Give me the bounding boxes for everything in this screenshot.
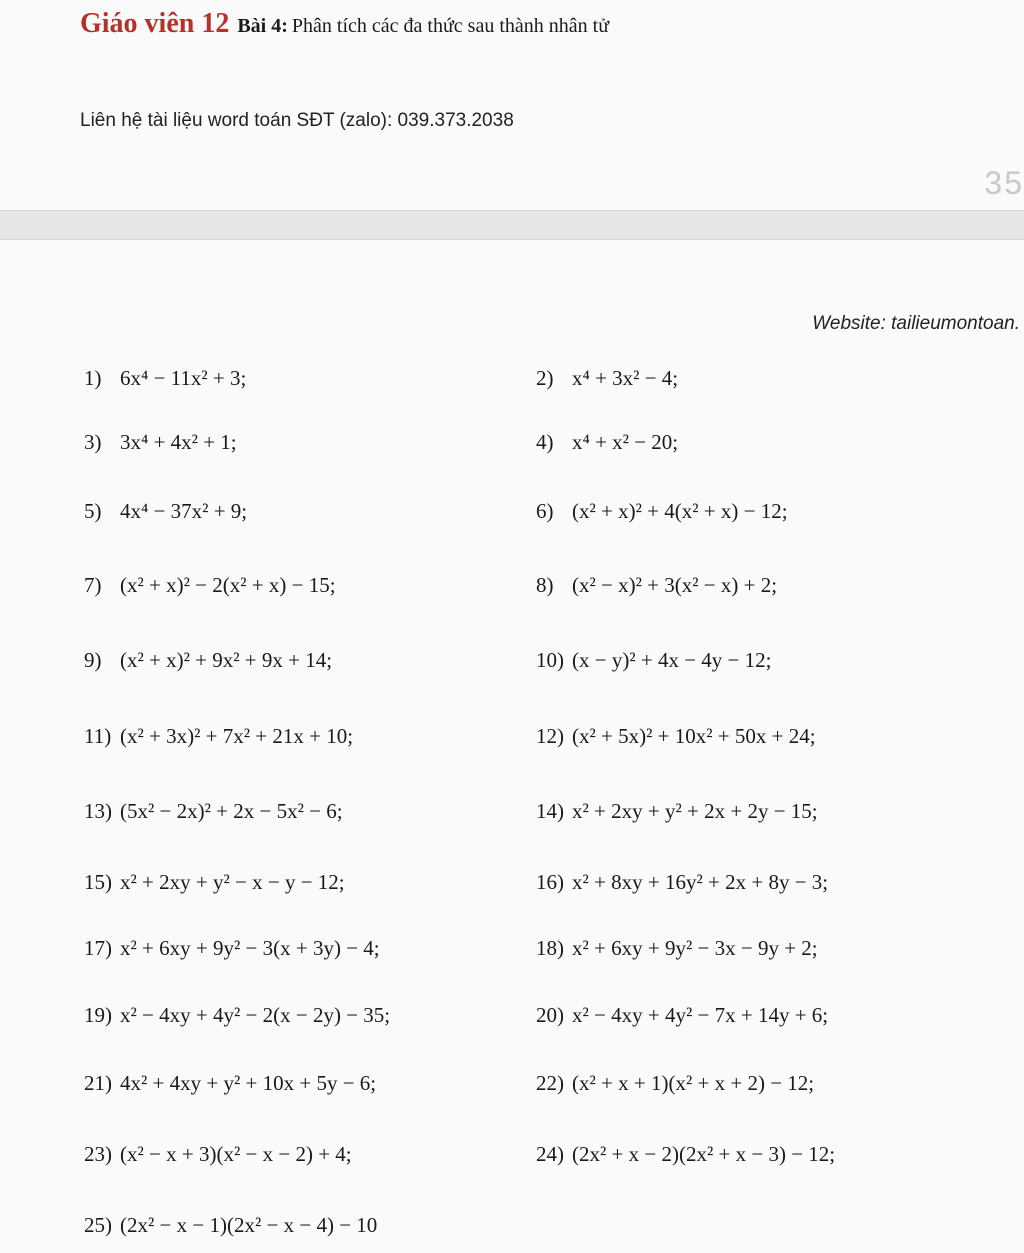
exercise-label: Bài 4: [237,15,288,37]
problem-expression: 4x⁴ − 37x² + 9; [120,499,248,523]
problem-expression: (x² + 5x)² + 10x² + 50x + 24; [572,724,816,748]
problem-expression: x² + 8xy + 16y² + 2x + 8y − 3; [572,870,829,894]
problem-expression: (2x² − x − 1)(2x² − x − 4) − 10 [120,1213,378,1237]
problem-number: 19) [84,1003,112,1027]
problem-expression: x² + 6xy + 9y² − 3(x + 3y) − 4; [120,936,380,960]
problem-expression: (x² + x)² + 9x² + 9x + 14; [120,648,333,672]
problem-item [84,428,237,456]
problem-expression: (x² + x)² + 4(x² + x) − 12; [572,499,788,523]
problem-item [536,1001,828,1029]
problem-item [536,797,818,825]
problem-expression: (x − y)² + 4x − 4y − 12; [572,648,772,672]
problem-expression: (x² − x + 3)(x² − x − 2) + 4; [120,1142,352,1166]
problem-item [84,646,332,674]
problem-expression: (x² − x)² + 3(x² − x) + 2; [572,573,778,597]
problem-number: 14) [536,799,564,823]
problem-number: 23) [84,1142,112,1166]
problem-number: 2) [536,366,554,390]
problem-number: 24) [536,1142,564,1166]
problem-number: 12) [536,724,564,748]
problem-expression: (x² + 3x)² + 7x² + 21x + 10; [120,724,354,748]
problem-number: 20) [536,1003,564,1027]
problem-expression: x² − 4xy + 4y² − 7x + 14y + 6; [572,1003,829,1027]
problem-expression: x⁴ + x² − 20; [572,430,679,454]
problem-number: 4) [536,430,554,454]
teacher-label: Giáo viên 12 [80,8,230,39]
problem-number: 8) [536,573,554,597]
problem-item [84,364,246,392]
problem-expression: x⁴ + 3x² − 4; [572,366,679,390]
problem-expression: x² − 4xy + 4y² − 2(x − 2y) − 35; [120,1003,391,1027]
problem-item [536,571,777,599]
problem-number: 5) [84,499,102,523]
problem-expression: x² + 2xy + y² − x − y − 12; [120,870,345,894]
problem-item [84,571,336,599]
problem-number: 21) [84,1071,112,1095]
problem-number: 15) [84,870,112,894]
problem-item [536,364,678,392]
problem-item [536,868,828,896]
website-line: Website: tailieumontoan. [812,313,1020,334]
problem-expression: 3x⁴ + 4x² + 1; [120,430,237,454]
exercise-instruction: Phân tích các đa thức sau thành nhân tử [291,15,610,37]
problem-item [536,497,788,525]
problem-item [536,646,772,674]
problem-item [84,1140,352,1168]
problem-item [84,1069,376,1097]
problem-expression: (2x² + x − 2)(2x² + x − 3) − 12; [572,1142,836,1166]
problem-expression: 4x² + 4xy + y² + 10x + 5y − 6; [120,1071,377,1095]
page-number: 35 [984,165,1024,201]
problem-number: 17) [84,936,112,960]
problem-number: 13) [84,799,112,823]
problem-expression: (x² + x + 1)(x² + x + 2) − 12; [572,1071,815,1095]
problem-item [84,1211,377,1239]
problem-expression: 6x⁴ − 11x² + 3; [120,366,247,390]
problem-number: 10) [536,648,564,672]
problem-item [84,797,343,825]
problem-number: 22) [536,1071,564,1095]
problem-item [536,428,678,456]
problem-expression: (x² + x)² − 2(x² + x) − 15; [120,573,336,597]
problem-number: 9) [84,648,102,672]
problem-item [84,722,353,750]
problem-item [84,868,345,896]
problem-number: 11) [84,724,112,748]
problem-number: 18) [536,936,564,960]
problem-number: 16) [536,870,564,894]
problem-item [84,497,247,525]
problem-item [536,722,816,750]
problem-item [84,934,380,962]
problem-item [536,1069,814,1097]
problem-item [536,1140,835,1168]
contact-line: Liên hệ tài liệu word toán SĐT (zalo): 039.373.2038 [80,110,514,131]
problem-number: 7) [84,573,102,597]
document-header [80,8,609,40]
problem-number: 3) [84,430,102,454]
problem-expression: x² + 6xy + 9y² − 3x − 9y + 2; [572,936,818,960]
problem-item [536,934,818,962]
problem-number: 6) [536,499,554,523]
problem-number: 25) [84,1213,112,1237]
problem-expression: (5x² − 2x)² + 2x − 5x² − 6; [120,799,343,823]
page-break-divider [0,210,1024,240]
problem-item [84,1001,390,1029]
problem-expression: x² + 2xy + y² + 2x + 2y − 15; [572,799,818,823]
problem-number: 1) [84,366,102,390]
